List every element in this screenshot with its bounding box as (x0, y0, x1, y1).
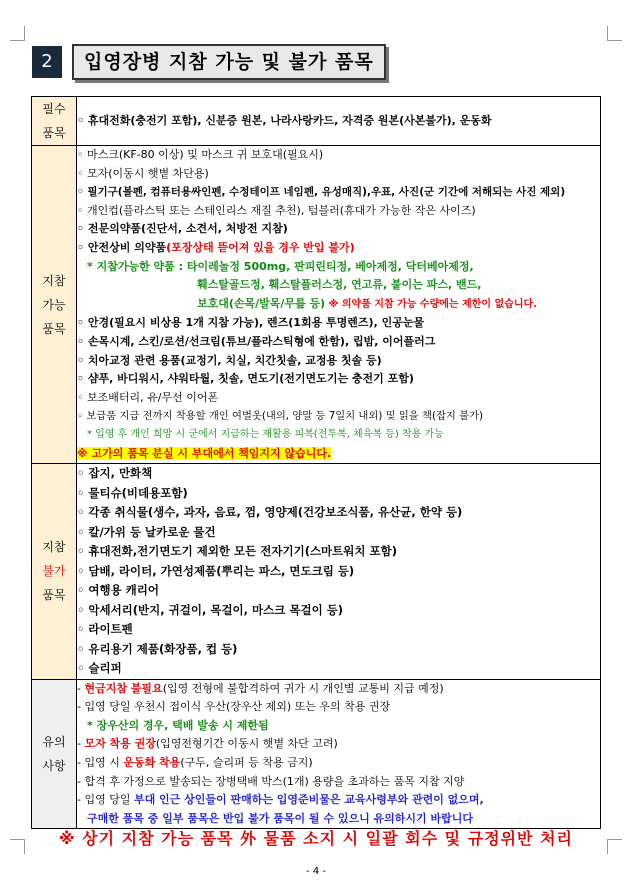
notes-body (77, 679, 601, 829)
prohibited-item: ◦ 물티슈(비데용포함) (77, 485, 188, 500)
note-cash: 현금지참 불필요 (84, 681, 163, 695)
allowed-item: ◦ 모자(이동시 햇볕 차단용) (77, 166, 209, 180)
valuables-warning-row (77, 445, 600, 464)
allowed-item: ◦ 필기구(볼펜, 컴퓨터용싸인펜, 수정테이프 네임펜, 유성매직),우표, 사진(군 기간에 저해되는 사진 제외) (77, 186, 566, 199)
note-cash-detail: (입영 전형에 불합격하여 귀가 시 개인별 교통비 지급 예정) (162, 681, 444, 695)
note-dash: - (77, 681, 85, 695)
allowed-body (77, 146, 601, 464)
note-item: - 입영 당일 우천시 접이식 우산(장우산 제외) 또는 우의 착용 권장 (77, 700, 391, 714)
footer-warning: ※ 상기 지참 가능 품목 外 물품 소지 시 일괄 회수 및 규정위반 처리 (59, 829, 573, 848)
items-table (31, 96, 601, 829)
note-vendors: 부대 인근 상인들이 판매하는 입영준비물은 교육사령부와 관련이 없으며, (133, 793, 484, 807)
row-required (32, 97, 601, 146)
required-line: ◦ 휴대전화(충전기 포함), 신분증 원본, 나라사랑카드, 자격증 원본(사본불가), 운동화 (77, 113, 492, 127)
allowed-item: ◦ 샴푸, 바디워시, 샤워타월, 칫솔, 면도기(전기면도기는 충전기 포함) (77, 372, 414, 386)
prohibited-item: ◦ 여행용 캐리어 (77, 583, 160, 598)
crop-mark-top-right (607, 26, 622, 41)
note-hat-detail: (입영전형기간 이동시 햇볕 차단 고려) (155, 737, 338, 751)
allowed-item: ◦ 치아교정 관련 용품(교정기, 치실, 치간칫솔, 교정용 칫솔 등) (77, 353, 382, 367)
note-prefix: - 입영 시 (77, 755, 124, 769)
prohibited-item: ◦ 칼/가위 등 날카로운 물건 (77, 524, 216, 539)
prohibited-item: ◦ 각종 취식물(생수, 과자, 음료, 껌, 영양제(건강보조식품, 유산균, 한약 등) (77, 505, 463, 520)
allowed-item: ◦ 손목시계, 스킨/로션/선크림(튜브/플라스틱형에 한함), 립밤, 이어플러그 (77, 334, 436, 348)
medicine-list (77, 295, 600, 315)
category-prohibited-3: 품목 (42, 588, 66, 603)
medicine-quantity-note: ※ 의약품 지참 가능 수량에는 제한이 없습니다. (325, 298, 537, 310)
allowed-item: ◦ 보급품 지급 전까지 착용할 개인 여벌옷(내의, 양말 등 7일치 내외) 및 읽을 책(잡지 불가) (77, 410, 484, 423)
allowed-item: ◦ 안경(필요시 비상용 1개 지참 가능), 렌즈(1회용 투명렌즈), 인공눈물 (77, 316, 425, 330)
allowed-item: ◦ 전문의약품(진단서, 소견서, 처방전 지참) (77, 222, 288, 236)
row-allowed (32, 146, 601, 464)
note-vendors-cont: 구매한 품목 중 일부 품목은 반입 불가 품목이 될 수 있으니 유의하시기 바랍니다 (87, 811, 473, 825)
prohibited-body (77, 464, 601, 680)
required-body (77, 97, 601, 146)
note-item (77, 791, 600, 810)
category-prohibited (32, 464, 77, 680)
medicine-warning: (포장상태 뜯어져 있을 경우 반입 불가) (166, 240, 355, 254)
note-umbrella: * 장우산의 경우, 택배 발송 시 제한됨 (87, 718, 269, 732)
section-number: 2 (32, 46, 62, 78)
row-notes (32, 679, 601, 829)
note-shoes: 운동화 착용 (123, 755, 181, 769)
prohibited-item: ◦ 휴대전화,전기면도기 제외한 모든 전자기기(스마트워치 포함) (77, 544, 397, 559)
category-prohibited-2: 불가 (42, 564, 66, 579)
medicine-list-end: 보호대(손목/발목/무릎 등) (197, 296, 326, 310)
medicine-list: 훼스탈골드정, 훼스탈플러스정, 연고류, 붙이는 파스, 밴드, (197, 278, 482, 292)
row-prohibited (32, 464, 601, 680)
note-dash: - (77, 737, 85, 751)
uniform-note: * 입영 후 개인 희망 시 군에서 지급하는 재활용 피복(전투복, 체육복 등) 착용 가능 (87, 428, 444, 440)
allowed-item: ◦ 마스크(KF-80 이상) 및 마스크 귀 보호대(필요시) (77, 148, 324, 161)
allowed-item: ◦ 보조배터리, 유/무선 이어폰 (77, 390, 219, 404)
page-number: - 4 - (306, 866, 326, 877)
prohibited-item: ◦ 유리용기 제품(화장품, 컵 등) (77, 641, 238, 656)
category-prohibited-1: 지참 (42, 540, 66, 555)
note-prefix: - 입영 당일 (77, 793, 134, 807)
prohibited-item: ◦ 악세서리(반지, 귀걸이, 목걸이, 마스크 목걸이 등) (77, 602, 344, 617)
medicine-list: * 지참가능한 약품 : 타이레놀정 500mg, 판피린티정, 베아제정, 닥터베아제정, (87, 259, 474, 273)
section-title: 입영장병 지참 가능 및 불가 품목 (72, 44, 386, 80)
allowed-item: ◦ 개인컵(플라스틱 또는 스테인리스 재질 추천), 텀블러(휴대가 가능한 작은 사이즈) (77, 203, 476, 217)
note-item: - 합격 후 가정으로 발송되는 장병택배 박스(1개) 용량을 초과하는 품목 지참 지양 (77, 774, 465, 788)
prohibited-item: ◦ 잡지, 만화책 (77, 466, 153, 481)
note-shoes-detail: (구두, 슬리퍼 등 착용 금지) (180, 755, 313, 769)
note-item (77, 735, 600, 754)
note-item (77, 680, 600, 699)
crop-mark-top-left (10, 26, 25, 41)
category-required: 필수 품목 (32, 97, 77, 146)
allowed-item (77, 239, 600, 258)
category-allowed: 지참 가능 품목 (32, 146, 77, 464)
valuables-warning: ※ 고가의 품목 분실 시 부대에서 책임지지 않습니다. (77, 446, 332, 460)
note-item (77, 754, 600, 773)
prohibited-item: ◦ 담배, 라이터, 가연성제품(뿌리는 파스, 면도크림 등) (77, 563, 355, 578)
medicine-label: ◦ 안전상비 의약품 (77, 240, 167, 254)
note-hat: 모자 착용 권장 (84, 737, 156, 751)
prohibited-item: ◦ 슬리퍼 (77, 661, 122, 676)
category-notes: 유의 사항 (32, 679, 77, 829)
prohibited-item: ◦ 라이트펜 (77, 622, 133, 637)
